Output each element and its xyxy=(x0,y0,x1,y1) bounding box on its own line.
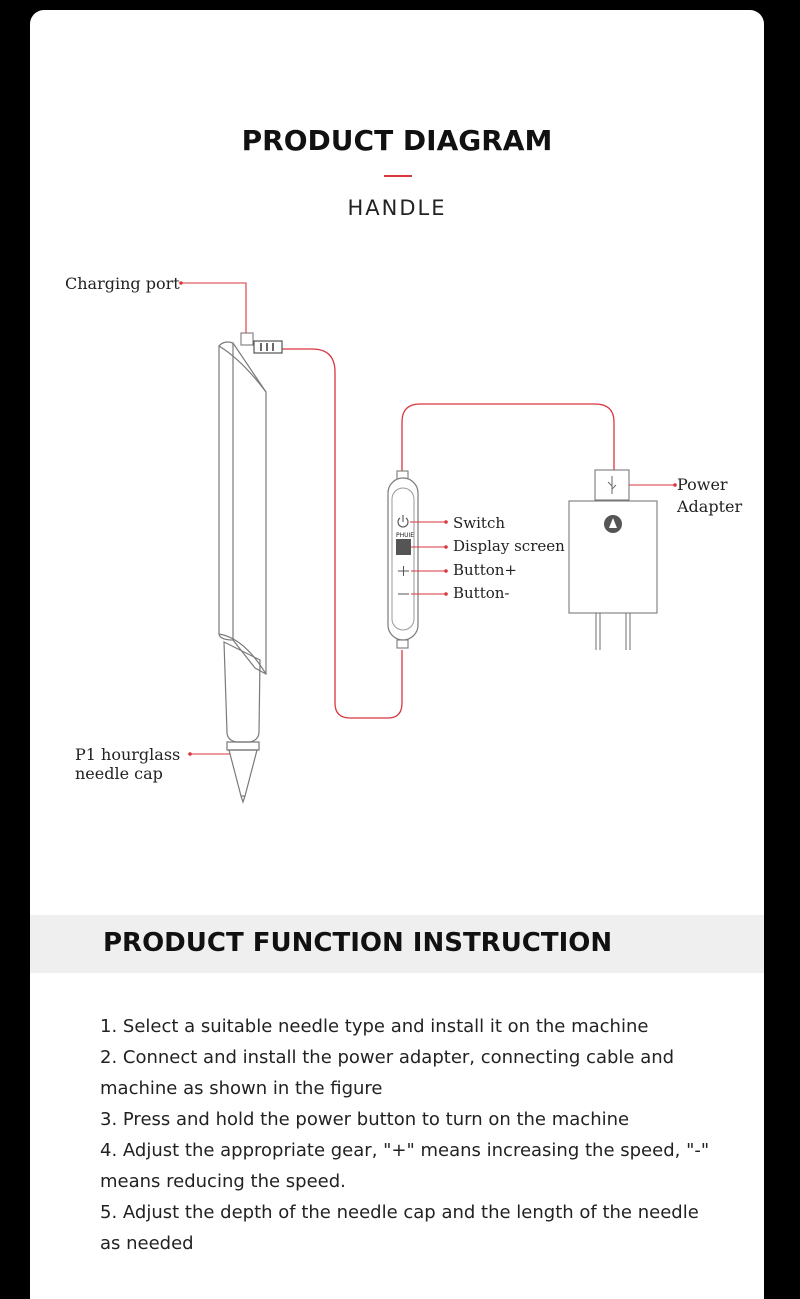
charging-port-icon xyxy=(241,333,282,353)
label-power-adapter-line1: Power xyxy=(677,475,728,494)
label-power-adapter-line2: Adapter xyxy=(677,497,743,516)
cable-handle-to-controller xyxy=(282,349,402,718)
cable-controller-to-adapter xyxy=(402,404,614,472)
pen-handle-icon xyxy=(219,342,266,802)
label-display-screen: Display screen xyxy=(453,537,565,555)
label-needle-cap-line1: P1 hourglass xyxy=(75,745,181,764)
function-section-header xyxy=(30,915,764,973)
instruction-item: 5. Adjust the depth of the needle cap and the length of the needle as needed xyxy=(100,1202,699,1254)
power-adapter-icon xyxy=(569,470,657,650)
display-screen-icon xyxy=(396,539,411,555)
pen-grip xyxy=(224,642,260,742)
instruction-list xyxy=(100,1011,720,1259)
handle-diagram xyxy=(30,10,764,890)
needle-cap-tip xyxy=(241,796,245,802)
instruction-item: 4. Adjust the appropriate gear, "+" means increasing the speed, "-" means reducing the speed. xyxy=(100,1140,710,1192)
page-title: PRODUCT DIAGRAM xyxy=(241,124,553,157)
label-button-plus: Button+ xyxy=(453,561,517,579)
instruction-item: 3. Press and hold the power button to turn on the machine xyxy=(100,1109,630,1130)
label-button-minus: Button- xyxy=(453,584,510,602)
label-charging-port: Charging port xyxy=(65,274,180,293)
diagram-subtitle: HANDLE xyxy=(347,196,447,220)
label-needle-cap-line2: needle cap xyxy=(75,764,163,783)
product-card xyxy=(30,10,764,1299)
inline-controller xyxy=(388,471,418,648)
section-title: PRODUCT FUNCTION INSTRUCTION xyxy=(103,928,613,958)
needle-cap-icon xyxy=(229,750,257,796)
pen-collar xyxy=(227,742,259,750)
pen-body xyxy=(219,342,266,674)
instruction-item: 1. Select a suitable needle type and install it on the machine xyxy=(100,1016,649,1037)
display-mini-text: PHUIE xyxy=(396,532,415,539)
label-switch: Switch xyxy=(453,514,506,532)
instruction-item: 2. Connect and install the power adapter, connecting cable and machine as shown in the figure xyxy=(100,1047,675,1099)
